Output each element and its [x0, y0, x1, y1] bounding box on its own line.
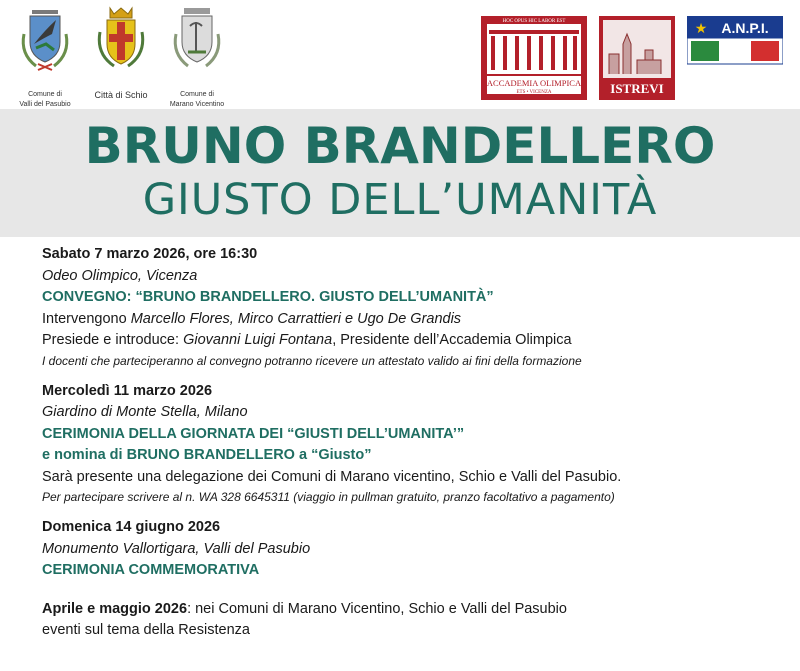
municipal-logos	[14, 4, 228, 109]
title-band	[0, 109, 800, 237]
event-speakers: Intervengono Marcello Flores, Mirco Carrattieri e Ugo De Grandis	[42, 310, 462, 327]
event-heading: CONVEGNO: “BRUNO BRANDELLERO. GIUSTO DELL’UMANITÀ”	[42, 289, 494, 305]
marano-caption-2: Marano Vicentino	[169, 101, 225, 108]
event-cerimonia-commemorativa	[42, 517, 782, 582]
event-place: Giardino di Monte Stella, Milano	[42, 404, 248, 420]
anpi-label: A.N.P.I.	[721, 20, 769, 36]
istrevi-label: ISTREVI	[610, 81, 664, 96]
event-list	[42, 244, 782, 653]
event-cerimonia-giusti	[42, 381, 782, 507]
event-place: Odeo Olimpico, Vicenza	[42, 267, 198, 284]
event-place: Monumento Vallortigara, Valli del Pasubio	[42, 540, 311, 557]
event-date: Mercoledì 11 marzo 2026	[42, 382, 213, 399]
event-convegno	[42, 244, 782, 370]
event-note: I docenti che parteciperanno al convegno potranno ricevere un attestato valido ai fini della formazione	[42, 353, 582, 368]
valli-caption-1: Comune di	[28, 91, 62, 98]
event-heading-2: e nomina di BRUNO BRANDELLERO a “Giusto”	[42, 447, 372, 463]
valli-crest-icon	[14, 4, 76, 84]
anpi-star-icon: ★	[694, 20, 708, 36]
marano-vicentino-logo	[166, 4, 228, 109]
partner-logos	[481, 16, 783, 100]
title-subtitle: GIUSTO DELL’UMANITÀ	[142, 175, 658, 225]
event-text: Aprile e maggio 2026: nei Comuni di Marano Vicentino, Schio e Valli del Pasubio	[42, 600, 567, 617]
schio-logo	[90, 4, 152, 109]
accademia-sub: ETS • VICENZA	[516, 90, 552, 95]
schio-caption: Città di Schio	[94, 90, 148, 100]
event-date: Sabato 7 marzo 2026, ore 16:30	[42, 246, 258, 262]
event-heading: CERIMONIA DELLA GIORNATA DEI “GIUSTI DELL’UMANITA’”	[42, 425, 465, 442]
schio-crest-icon	[90, 4, 152, 84]
accademia-motto: HOC OPUS HIC LABOR EST	[502, 19, 566, 24]
valli-caption-2: Valli del Pasubio	[19, 101, 71, 108]
anpi-logo	[687, 16, 783, 66]
event-chair: Presiede e introduce: Giovanni Luigi Fontana, Presidente dell’Accademia Olimpica	[42, 332, 572, 348]
title-name: BRUNO BRANDELLERO	[84, 117, 716, 175]
istrevi-logo	[599, 16, 675, 100]
valli-del-pasubio-logo	[14, 4, 76, 109]
event-heading: CERIMONIA COMMEMORATIVA	[42, 562, 260, 578]
event-text-2: eventi sul tema della Resistenza	[42, 622, 250, 638]
marano-caption-1: Comune di	[180, 91, 214, 98]
event-date: Domenica 14 giugno 2026	[42, 519, 221, 535]
event-text: Sarà presente una delegazione dei Comuni di Marano vicentino, Schio e Valli del Pasubio.	[42, 468, 622, 485]
accademia-olimpica-logo	[481, 16, 587, 100]
marano-crest-icon	[166, 4, 228, 84]
event-note: Per partecipare scrivere al n. WA 328 6645311 (viaggio in pullman gratuito, pranzo facoltativo a pagamento)	[42, 490, 615, 504]
event-resistenza	[42, 599, 782, 642]
accademia-name: ACCADEMIA OLIMPICA	[486, 78, 582, 88]
